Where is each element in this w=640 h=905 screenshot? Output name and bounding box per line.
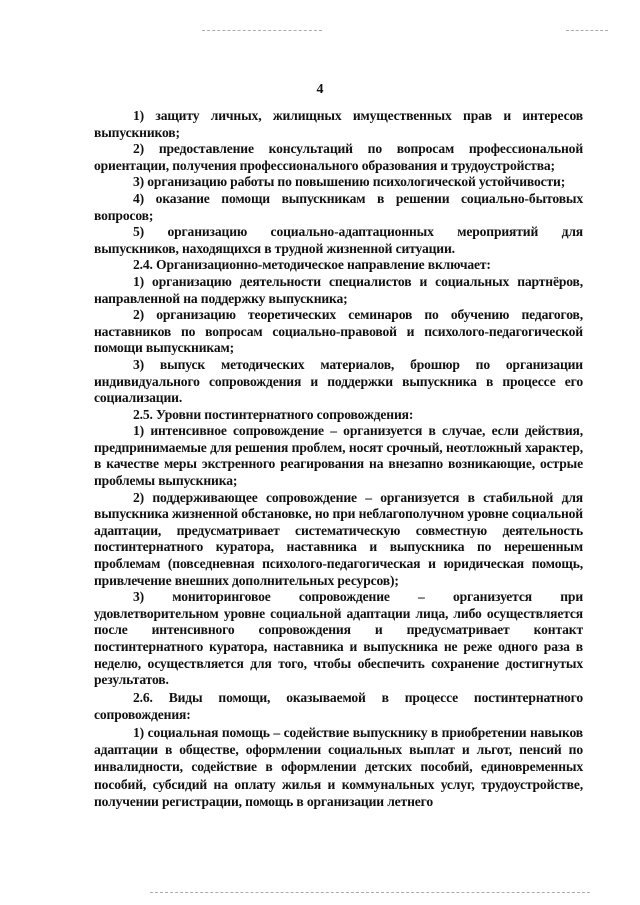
scan-artifact-line-top-right [566,30,608,32]
paragraph-6: 1) организацию деятельности специалистов и социальных партнёров, направленной на поддержку выпускника; [94,273,583,306]
scan-artifact-line-bottom [150,892,590,894]
paragraph-2: 2) предоставление консультаций по вопросам профессиональной ориентации, получения профессионального образования и трудоустройства; [94,141,583,173]
paragraph-8: 3) выпуск методических материалов, брошюр по организации индивидуального сопровождения и поддержки выпускника в процессе его социализации. [94,356,583,406]
section-heading-2-4: 2.4. Организационно-методическое направление включает: [133,257,491,273]
paragraph-3: 3) организацию работы по повышению психологической устойчивости; [133,174,566,190]
paragraph-10: 2) поддерживающее сопровождение – организуется в стабильной для выпускника жизненной обстановке, но при неблагополучном уровне социальной адаптации, предусматривает систематическую совместную деятельность постинтернатного куратора, наставника и выпускника по нерешенным проблемам (повседневная психолого-педагогическая и юридическая помощь, привлечение внешних дополнительных ресурсов); [94,489,583,588]
section-heading-2-5: 2.5. Уровни постинтернатного сопровождения: [133,406,414,422]
paragraph-1: 1) защиту личных, жилищных имущественных прав и интересов выпускников; [94,108,583,140]
paragraph-12: 1) социальная помощь – содействие выпускнику в приобретении навыков адаптации в обществе, оформлении социальных выплат и льгот, пенсий по инвалидности, содействие в оформлении детских пособий, единовременных пособий, субсидий на оплату жилья и коммунальных услуг, трудоустройстве, получении регистрации, помощь в организации летнего [94,724,583,810]
paragraph-9: 1) интенсивное сопровождение – организуется в случае, если действия, предпринимаемые для решения проблем, носят срочный, неотложный характер, в качестве меры экстренного реагирования на внезапно возникающие, острые проблемы выпускника; [94,423,583,489]
paragraph-11: 3) мониторинговое сопровождение – организуется при удовлетворительном уровне социальной адаптации лица, либо осуществляется после интенсивного сопровождения и предусматривает контакт постинтернатного куратора, наставника и выпускника не реже одного раза в неделю, осуществляется для того, чтобы обеспечить сохранение достигнутых результатов. [94,589,583,688]
page-number: 4 [316,82,324,97]
section-heading-2-6: 2.6. Виды помощи, оказываемой в процессе постинтернатного сопровождения: [94,689,583,723]
scan-artifact-line-top-left [202,30,322,32]
document-body [94,108,583,811]
paragraph-5: 5) организацию социально-адаптационных мероприятий для выпускников, находящихся в трудной жизненной ситуации. [94,224,583,256]
paragraph-4: 4) оказание помощи выпускникам в решении социально-бытовых вопросов; [94,190,583,223]
paragraph-7: 2) организацию теоретических семинаров по обучению педагогов, наставников по вопросам социально-правовой и психолого-педагогической помощи выпускникам; [94,307,583,356]
